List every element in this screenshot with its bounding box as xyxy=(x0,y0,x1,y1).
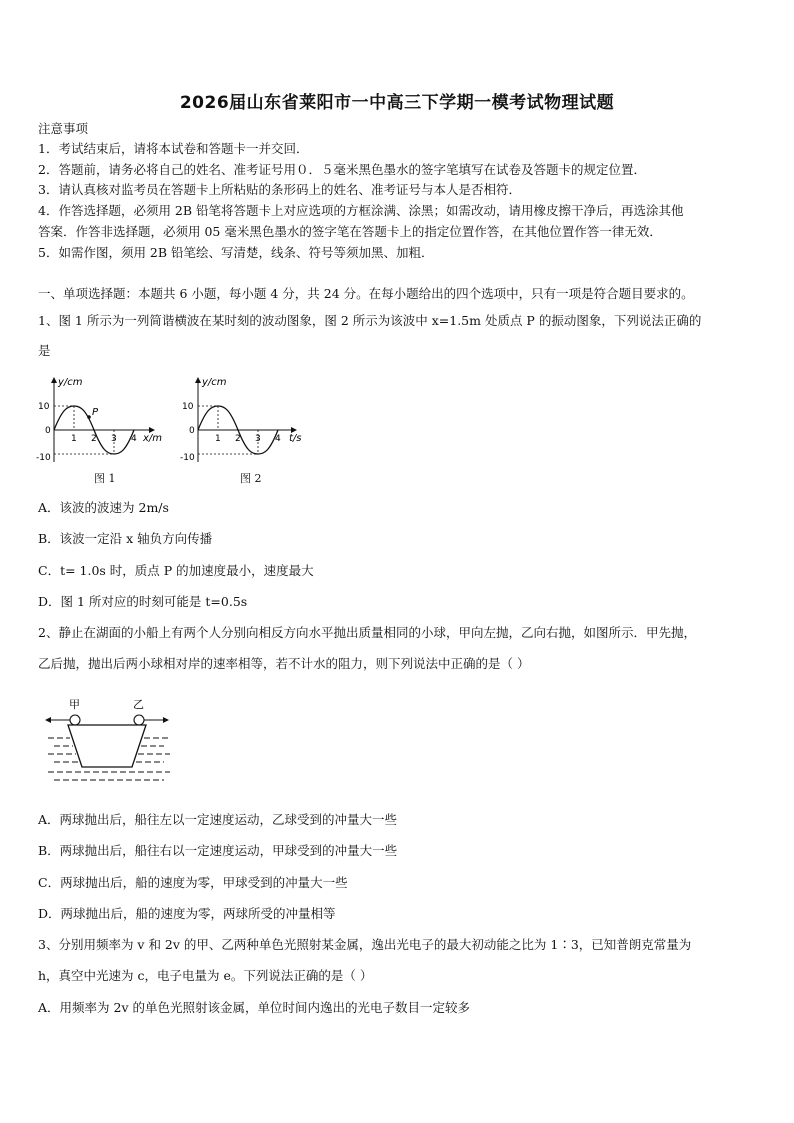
option-a: A．用频率为 2v 的单色光照射该金属，单位时间内逸出的光电子数目一定较多 xyxy=(38,1000,470,1015)
y-tick: -10 xyxy=(36,453,51,463)
x-tick: 2 xyxy=(91,434,97,444)
question-1-stem: 1、图 1 所示为一列简谐横波在某时刻的波动图象，图 2 所示为该波中 x=1.5m 处质点 P 的振动图象，下列说法正确的 xyxy=(38,313,702,328)
figure-1-caption: 图 1 xyxy=(94,472,116,485)
point-p-label: P xyxy=(92,407,99,418)
boat-hull xyxy=(68,725,146,767)
t-axis-label: t/s xyxy=(289,433,302,444)
question-1-stem-cont: 是 xyxy=(38,343,51,358)
notice-item: 4．作答选择题，必须用 2B 铅笔将答题卡上对应选项的方框涂满、涂黑；如需改动，请用橡皮擦干净后，再选涂其他 xyxy=(38,203,684,218)
notice-item: 1．考试结束后，请将本试卷和答题卡一并交回． xyxy=(38,141,309,156)
wave-graph-figure-1 xyxy=(36,372,176,467)
boat-figure xyxy=(40,694,180,784)
x-axis-label: x/m xyxy=(143,433,163,444)
option-c: C．两球抛出后，船的速度为零，甲球受到的冲量大一些 xyxy=(38,875,348,890)
x-tick: 1 xyxy=(71,434,77,444)
point-p xyxy=(87,415,91,419)
y-axis-label: y/cm xyxy=(202,377,227,388)
option-a: A．该波的波速为 2m/s xyxy=(38,500,169,515)
vibration-graph-figure-2 xyxy=(176,372,311,467)
t-tick: 2 xyxy=(235,434,241,444)
notice-item: 3．请认真核对监考员在答题卡上所粘贴的条形码上的姓名、准考证号与本人是否相符． xyxy=(38,182,521,197)
y-axis-label: y/cm xyxy=(58,377,83,388)
t-tick: 1 xyxy=(215,434,221,444)
question-2-stem: 2、静止在湖面的小船上有两个人分别向相反方向水平抛出质量相同的小球，甲向左抛，乙向右抛，如图所示．甲先抛， xyxy=(38,625,696,640)
section-heading: 一、单项选择题：本题共 6 小题，每小题 4 分，共 24 分。在每小题给出的四个选项中，只有一项是符合题目要求的。 xyxy=(38,286,694,301)
notice-item: 5．如需作图，须用 2B 铅笔绘、写清楚，线条、符号等须加黑、加粗． xyxy=(38,245,434,260)
y-tick: 0 xyxy=(189,426,195,436)
label-jia: 甲 xyxy=(69,698,80,711)
y-tick: 10 xyxy=(182,402,194,412)
ball-yi xyxy=(134,715,144,725)
y-tick: 0 xyxy=(45,426,51,436)
notice-item: 2．答题前，请务必将自己的姓名、准考证号用０．５毫米黑色墨水的签字笔填写在试卷及答题卡的规定位置． xyxy=(38,162,646,177)
option-c: C．t= 1.0s 时，质点 P 的加速度最小，速度最大 xyxy=(38,563,314,578)
t-tick: 3 xyxy=(255,434,261,444)
x-tick: 4 xyxy=(131,434,137,444)
y-tick: -10 xyxy=(180,453,195,463)
label-yi: 乙 xyxy=(133,698,144,711)
question-3-stem: 3、分别用频率为 v 和 2v 的甲、乙两种单色光照射某金属，逸出光电子的最大初动能之比为 1∶3，已知普朗克常量为 xyxy=(38,937,692,952)
option-b: B．该波一定沿 x 轴负方向传播 xyxy=(38,531,213,546)
notice-heading: 注意事项 xyxy=(38,121,89,136)
question-3-stem-cont: h，真空中光速为 c，电子电量为 e。下列说法正确的是（ ） xyxy=(38,968,373,983)
notice-item: 答案．作答非选择题，必须用 05 毫米黑色墨水的签字笔在答题卡上的指定位置作答，在其他位置作答一律无效． xyxy=(38,224,662,239)
ball-jia xyxy=(70,715,80,725)
option-b: B．两球抛出后，船往右以一定速度运动，甲球受到的冲量大一些 xyxy=(38,843,398,858)
x-tick: 3 xyxy=(111,434,117,444)
option-d: D．图 1 所对应的时刻可能是 t=0.5s xyxy=(38,594,248,609)
figure-2-caption: 图 2 xyxy=(240,472,262,485)
t-tick: 4 xyxy=(275,434,281,444)
y-tick: 10 xyxy=(38,402,50,412)
option-d: D．两球抛出后，船的速度为零，两球所受的冲量相等 xyxy=(38,906,336,921)
page-title: 2026届山东省莱阳市一中高三下学期一模考试物理试题 xyxy=(179,93,615,113)
option-a: A．两球抛出后，船往左以一定速度运动，乙球受到的冲量大一些 xyxy=(38,812,398,827)
question-2-stem-cont: 乙后抛，抛出后两小球相对岸的速率相等，若不计水的阻力，则下列说法中正确的是（ ） xyxy=(38,656,530,671)
